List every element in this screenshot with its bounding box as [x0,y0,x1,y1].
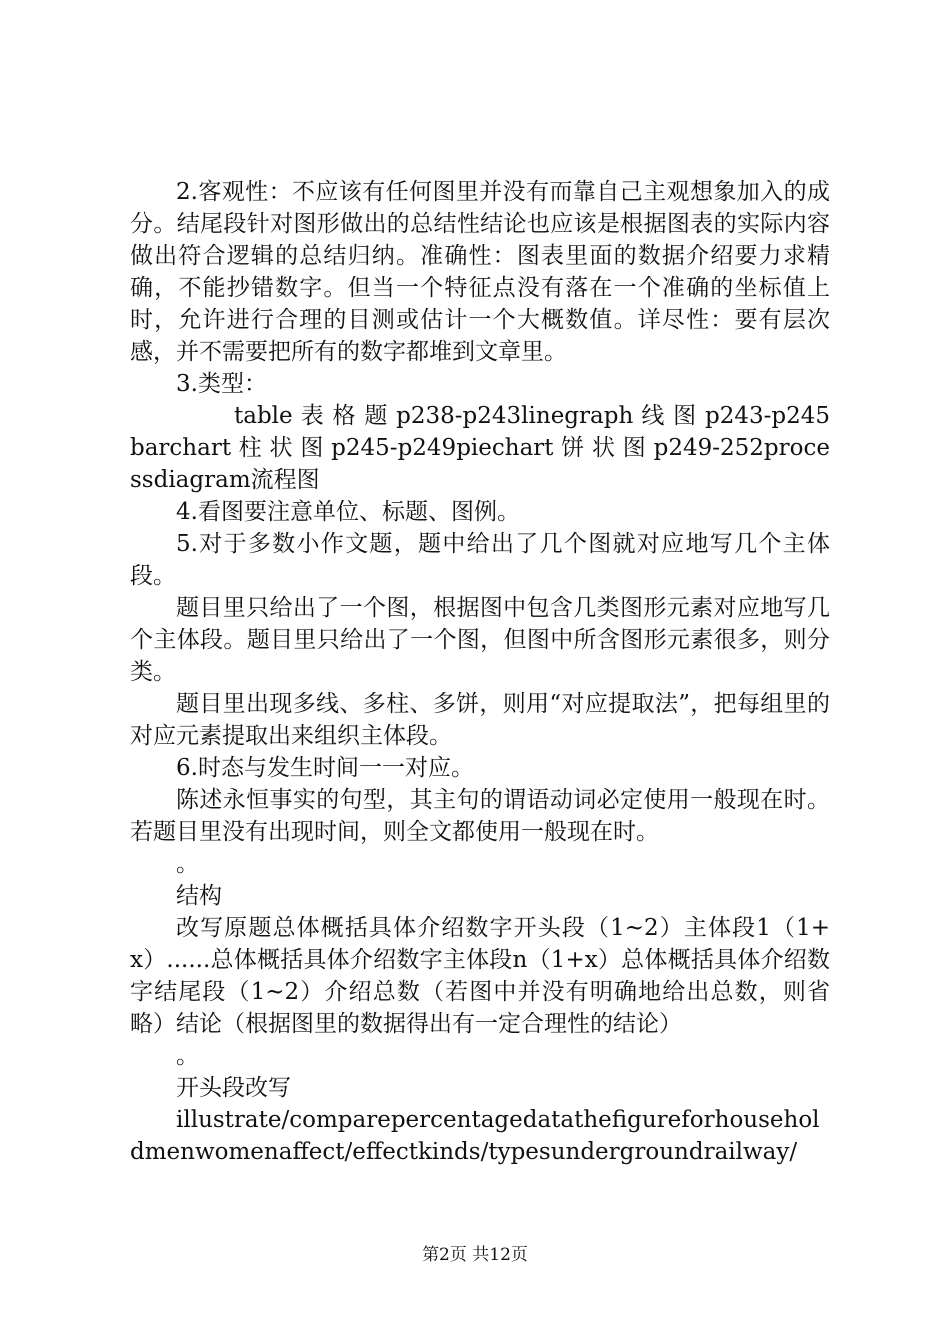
paragraph-types-list: table 表 格 题 p238-p243linegraph 线 图 p243-p245barchart 柱 状 图 p245-p249piechart 饼 状 图 p249-252processdiagram流程图 [130,403,830,493]
paragraph-types-heading: 3.类型： [176,371,267,397]
paragraph-vocabulary: illustrate/comparepercentagedatathefigureforhouseholdmenwomenaffect/effectkinds/typesundergroundrailway/ [130,1107,820,1165]
paragraph-single-figure: 题目里只给出了一个图，根据图中包含几类图形元素对应地写几个主体段。题目里只给出了一个图，但图中所含图形元素很多，则分类。 [130,595,830,685]
paragraph-dot-1: 。 [176,851,199,877]
paragraph-tense: 6.时态与发生时间一一对应。 [176,755,474,781]
page-footer: 第2页 共12页 [422,1245,528,1265]
section-heading-opening: 开头段改写 [176,1075,291,1101]
paragraph-objectivity: 2.客观性：不应该有任何图里并没有而靠自己主观想象加入的成分。结尾段针对图形做出的总结性结论也应该是根据图表的实际内容做出符合逻辑的总结归纳。准确性：图表里面的数据介绍要力求精确，不能抄错数字。但当一个特征点没有落在一个准确的坐标值上时，允许进行合理的目测或估计一个大概数值。详尽性：要有层次感，并不需要把所有的数字都堆到文章里。 [130,179,830,365]
paragraph-dot-2: 。 [176,1043,199,1069]
page-content [130,176,830,1168]
paragraph-present-tense: 陈述永恒事实的句型，其主句的谓语动词必定使用一般现在时。若题目里没有出现时间，则全文都使用一般现在时。 [130,787,830,845]
paragraph-units: 4.看图要注意单位、标题、图例。 [176,499,520,525]
paragraph-extraction: 题目里出现多线、多柱、多饼，则用“对应提取法”，把每组里的对应元素提取出来组织主体段。 [130,691,830,749]
paragraph-body-count: 5.对于多数小作文题，题中给出了几个图就对应地写几个主体段。 [130,531,830,589]
paragraph-structure: 改写原题总体概括具体介绍数字开头段（1~2）主体段1（1+x）......总体概括具体介绍数字主体段n（1+x）总体概括具体介绍数字结尾段（1~2）介绍总数（若图中并没有明确地给出总数，则省略）结论（根据图里的数据得出有一定合理性的结论） [130,915,830,1037]
section-heading-structure: 结构 [176,883,222,909]
